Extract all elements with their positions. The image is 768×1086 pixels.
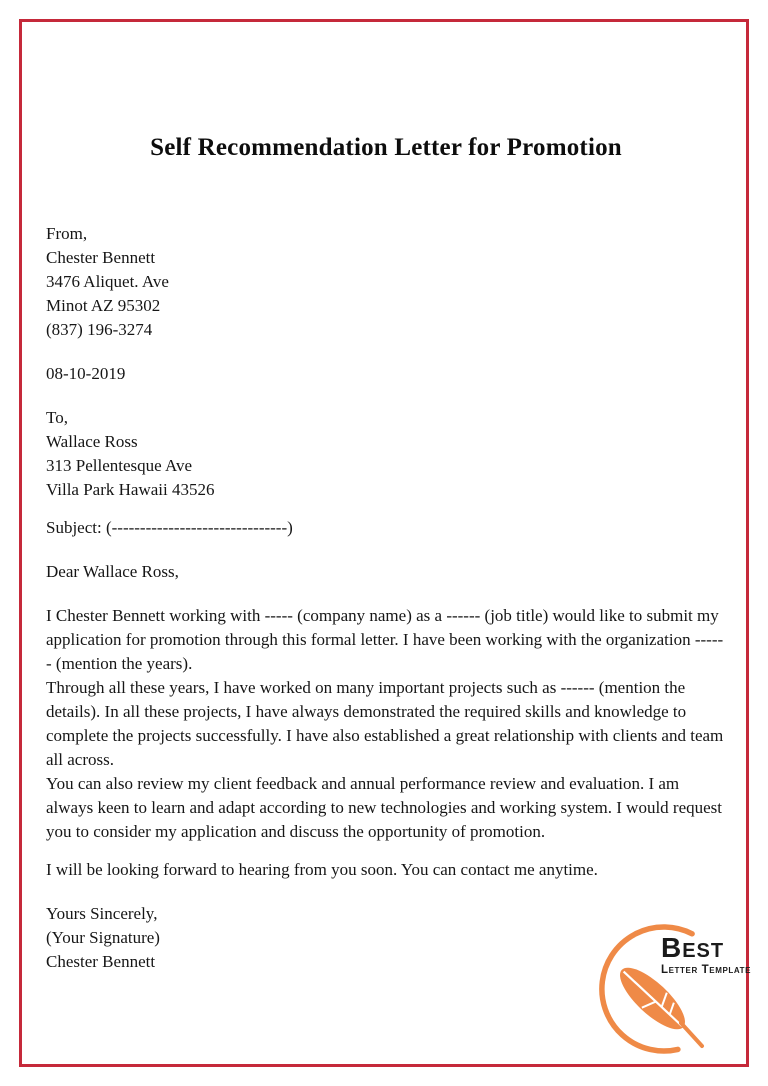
body-paragraph-4: I will be looking forward to hearing from you soon. You can contact me anytime. xyxy=(46,860,598,879)
sender-street: 3476 Aliquet. Ave xyxy=(46,272,169,291)
subject-label: Subject: xyxy=(46,518,102,537)
letter-date: 08-10-2019 xyxy=(46,364,126,383)
sender-name: Chester Bennett xyxy=(46,248,156,267)
recipient-city: Villa Park Hawaii 43526 xyxy=(46,480,215,499)
letter-document xyxy=(46,0,726,974)
subject-line xyxy=(46,516,726,540)
subject-placeholder: (-------------------------------) xyxy=(105,518,293,537)
sender-address-block xyxy=(46,222,726,342)
recipient-street: 313 Pellentesque Ave xyxy=(46,456,193,475)
sender-phone: (837) 196-3274 xyxy=(46,320,153,339)
closing-name: Chester Bennett xyxy=(46,952,156,971)
from-label: From, xyxy=(46,224,88,243)
body-paragraph-3: You can also review my client feedback and annual performance review and evaluation. I am always keen to learn and adapt according to new technologies and working system. I would request you to consider my application and discuss the opportunity of promotion. xyxy=(46,774,723,841)
best-letter-template-logo xyxy=(593,920,758,1065)
recipient-address-block xyxy=(46,406,726,502)
closing-sign-off: Yours Sincerely, xyxy=(46,904,158,923)
to-label: To, xyxy=(46,408,68,427)
logo-brand-tagline: Letter Template xyxy=(661,964,752,976)
signature-placeholder: (Your Signature) xyxy=(46,928,160,947)
letter-title: Self Recommendation Letter for Promotion xyxy=(150,134,622,161)
body-paragraph-1: I Chester Bennett working with ----- (company name) as a ------ (job title) would like to submit my application for promotion through this formal letter. I have been working with the organization ------ (mention the years). xyxy=(46,606,724,673)
body-paragraph-2: Through all these years, I have worked on many important projects such as ------ (mention the details). In all these projects, I have always demonstrated the required skills and knowledge to complete the projects successfully. I have also established a great relationship with clients and team all across. xyxy=(46,678,724,769)
recipient-name: Wallace Ross xyxy=(46,432,138,451)
feather-quill-shaft xyxy=(681,1023,702,1046)
sender-city: Minot AZ 95302 xyxy=(46,296,161,315)
logo-text xyxy=(661,934,751,976)
salutation: Dear Wallace Ross, xyxy=(46,562,179,581)
logo-brand-name: Best xyxy=(661,932,725,963)
